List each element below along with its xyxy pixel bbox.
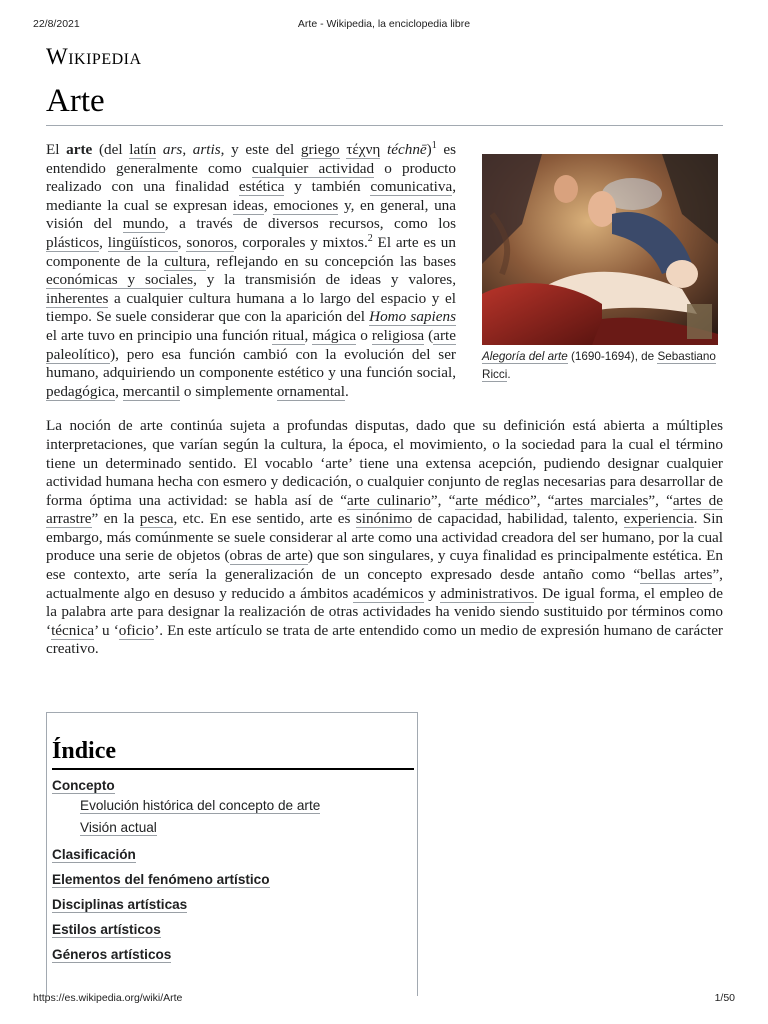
toc-item-disciplinas[interactable]: Disciplinas artísticas (52, 897, 188, 912)
link-greek-term[interactable]: τέχνη (346, 141, 381, 158)
link-emociones[interactable]: emociones (273, 196, 339, 214)
print-url[interactable]: https://es.wikipedia.org/wiki/Arte (33, 992, 183, 1004)
link-cualquier-actividad[interactable]: cualquier actividad (251, 159, 375, 177)
link-homo-sapiens[interactable]: Homo sapiens (369, 308, 456, 326)
toc-item-estilos[interactable]: Estilos artísticos (52, 922, 161, 937)
link-plasticos[interactable]: plásticos (46, 233, 100, 251)
link-ritual[interactable]: ritual (272, 326, 305, 344)
link-oficio[interactable]: oficio (118, 621, 155, 639)
link-sonoros[interactable]: sonoros (186, 233, 234, 251)
link-linguisticos[interactable]: lingüísticos (107, 233, 178, 251)
second-paragraph: La noción de arte continúa sujeta a profundas disputas, dado que su definición está abierta a múltiples interpretaciones, que varían según la cultura, la época, el movimiento, o la sociedad para la cual el término tiene un determinado sentido. El vocablo ‘arte’ tiene una extensa acepción, pudiendo designar cualquier actividad humana hecha con esmero y dedicación, o cualquier conjunto de reglas necesarias para desarrollar de forma óptima una actividad: se habla así de “arte culinario”, “arte médico”, “artes marciales”, “artes de arrastre” en la pesca, etc. En ese sentido, arte es sinónimo de capacidad, habilidad, talento, experiencia. Sin embargo, más comúnmente se suele considerar al arte como una actividad creadora del ser humano, por la cual produce una serie de objetos (obras de arte) que son singulares, y cuya finalidad es principalmente estética. En ese contexto, arte sería la generalización de un concepto expresado desde antaño como “bellas artes”, actualmente algo en desuso y reducido a ámbitos académicos y administrativos. De igual forma, el empleo de la palabra arte para designar la realización de otras actividades ha venido siendo sustituido por términos como ‘técnica’ u ‘oficio’. En este artículo se trata de arte entendido como un medio de expresión humano de carácter creativo. (46, 417, 724, 658)
toc-item-generos[interactable]: Géneros artísticos (52, 947, 172, 962)
figure-caption: Alegoría del arte (1690-1694), de Sebastiano Ricci. (482, 350, 716, 381)
link-sinonimo[interactable]: sinónimo (355, 510, 413, 528)
link-cultura[interactable]: cultura (164, 252, 207, 270)
link-religiosa[interactable]: religiosa (371, 326, 425, 344)
link-mercantil[interactable]: mercantil (122, 382, 181, 400)
page-heading (46, 80, 723, 126)
print-title: Arte - Wikipedia, la enciclopedia libre (297, 18, 471, 30)
link-academicos[interactable]: académicos (352, 584, 424, 602)
link-tecnica[interactable]: técnica (51, 621, 95, 639)
link-inherentes[interactable]: inherentes (46, 289, 109, 307)
link-pedagogica[interactable]: pedagógica (46, 382, 116, 400)
page-title: Arte (46, 83, 105, 119)
wikipedia-wordmark[interactable]: Wikipedia (46, 44, 142, 69)
caption-author-link[interactable]: Sebastiano Ricci (482, 350, 716, 381)
toc-item-clasificacion[interactable]: Clasificación (52, 847, 136, 862)
table-of-contents (46, 712, 418, 996)
link-economicas-sociales[interactable]: económicas y sociales (46, 271, 194, 289)
toc-item-concepto[interactable]: Concepto (52, 778, 115, 793)
print-page-number: 1/50 (714, 992, 735, 1004)
link-arte-medico[interactable]: arte médico (455, 491, 530, 509)
print-date: 22/8/2021 (33, 18, 80, 30)
link-pesca[interactable]: pesca (139, 510, 174, 528)
link-artes-marciales[interactable]: artes marciales (554, 491, 649, 509)
link-magica[interactable]: mágica (312, 326, 357, 344)
toc-item-elementos[interactable]: Elementos del fenómeno artístico (52, 872, 270, 887)
link-obras-de-arte[interactable]: obras de arte (229, 547, 308, 565)
link-estetica[interactable]: estética (238, 178, 285, 196)
link-mundo[interactable]: mundo (122, 215, 165, 233)
toc-title: Índice (52, 737, 414, 770)
reference-2[interactable]: 2 (367, 232, 373, 244)
link-ornamental[interactable]: ornamental (276, 382, 346, 400)
print-header (0, 18, 768, 32)
link-ideas[interactable]: ideas (232, 196, 264, 214)
link-arte-culinario[interactable]: arte culinario (346, 491, 431, 509)
article-content (46, 141, 723, 659)
link-arte-paleolitico[interactable]: arte paleolítico (46, 326, 456, 363)
lead-paragraph: El arte (del latín ars, artis, y este del griego τέχνη téchnē)$^1$ es entendido generalmente como cualquier actividad o producto realizado con una finalidad estética y también comunicativa, mediante la cual se expresan ideas, emociones y, en general, una visión del mundo, a través de diversos recursos, como los plásticos, lingüísticos, sonoros, corporales y mixtos.$^2$ El arte es un componente de la cultura, reflejando en su concepción las bases económicas y sociales, y la transmisión de ideas y valores, inherentes a cualquier cultura humana a lo largo del espacio y el tiempo. Se suele considerar que con la aparición del Homo sapiens el arte tuvo en principio una función ritual, mágica o religiosa (arte paleolítico), pero esa función cambió con la evolución del ser humano, adquiriendo un componente estético y una función social, pedagógica, mercantil o simplemente ornamental. (46, 139, 457, 400)
link-comunicativa[interactable]: comunicativa (370, 178, 453, 196)
reference-1[interactable]: 1 (431, 139, 437, 151)
link-administrativos[interactable]: administrativos (440, 584, 534, 602)
link-latin[interactable]: latín (129, 141, 157, 158)
caption-artwork-link[interactable]: Alegoría del arte (482, 350, 568, 363)
link-experiencia[interactable]: experiencia (623, 510, 694, 528)
link-griego[interactable]: griego (300, 141, 340, 158)
toc-item-evolucion-historica[interactable]: Evolución histórica del concepto de arte (80, 798, 321, 813)
print-footer (0, 992, 768, 1006)
link-bellas-artes[interactable]: bellas artes (640, 566, 713, 584)
link-artes-de-arrastre[interactable]: artes de arrastre (46, 491, 724, 528)
toc-item-vision-actual[interactable]: Visión actual (80, 820, 157, 835)
